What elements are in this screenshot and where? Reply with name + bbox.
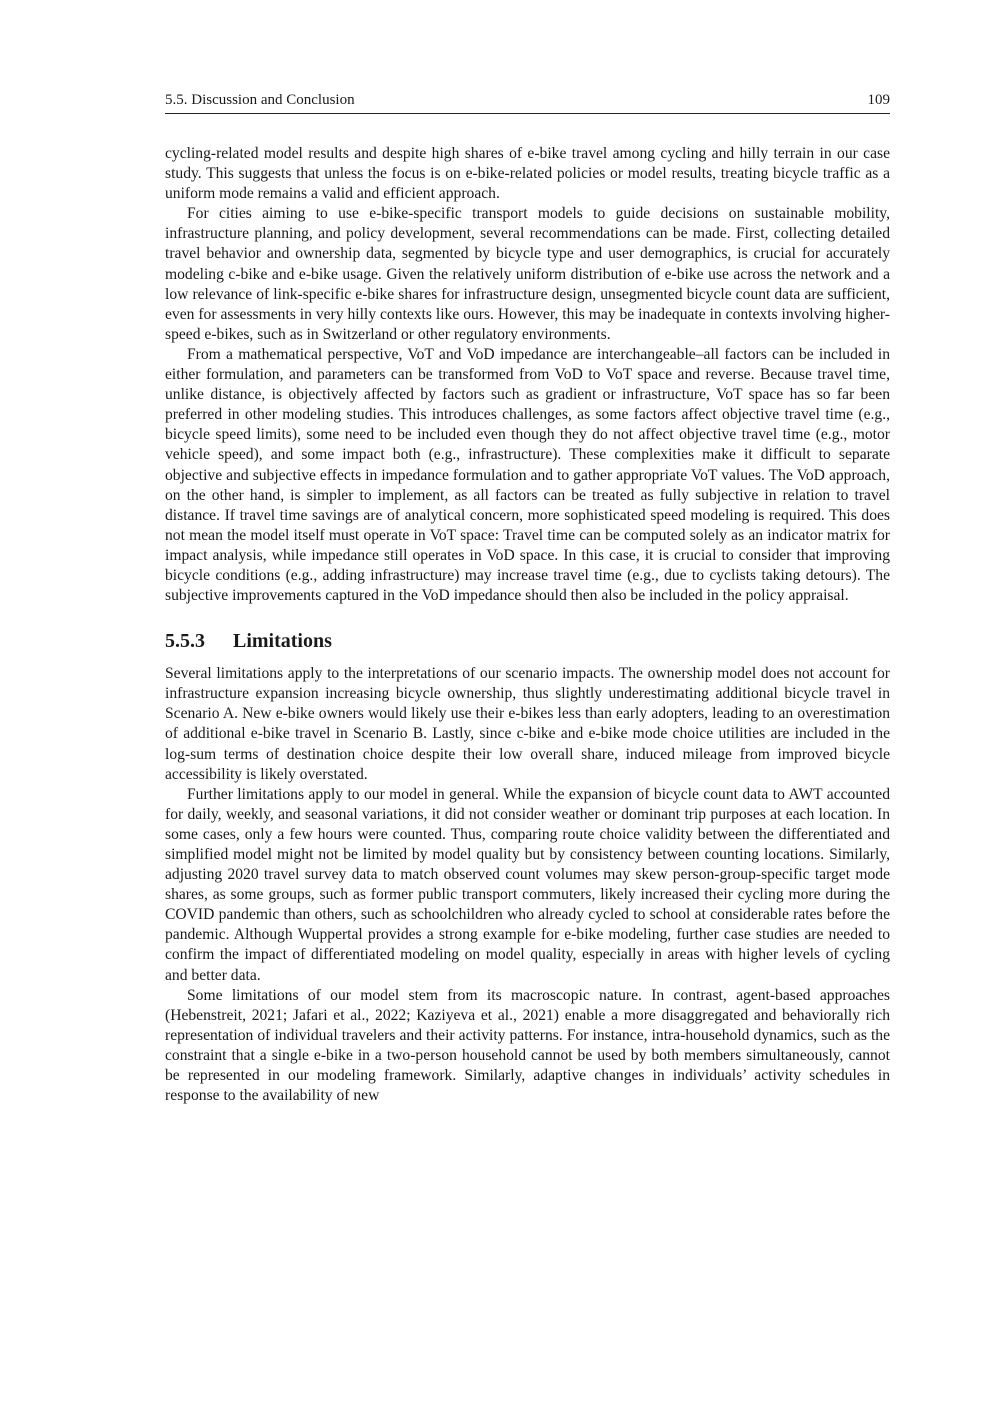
section-number: 5.5.3 [165,630,205,653]
paragraph: Several limitations apply to the interpretations of our scenario impacts. The ownership model does not account for infrastructure expansion increasing bicycle ownership, thus slightly underestimating additional bicycle travel in Scenario A. New e-bike owners would likely use their e-bikes less than early adopters, leading to an overestimation of additional e-bike travel in Scenario B. Lastly, since c-bike and e-bike mode choice utilities are included in the log-sum terms of destination choice despite their low overall share, induced mileage from improved bicycle accessibility is likely overstated. [165,665,890,783]
paragraph: cycling-related model results and despite high shares of e-bike travel among cycling and hilly terrain in our case study. This suggests that unless the focus is on e-bike-related policies or model results, treating bicycle traffic as a uniform mode remains a valid and efficient approach. [165,145,890,203]
paragraph: Some limitations of our model stem from its macroscopic nature. In contrast, agent-based approaches (Hebenstreit, 2021; Jafari et al., 2022; Kaziyeva et al., 2021) enable a more disaggregated and behaviorally rich representation of individual travelers and their activity patterns. For instance, intra-household dynamics, such as the constraint that a single e-bike in a two-person household cannot be used by both members simultaneously, cannot be represented in our modeling framework. Similarly, adaptive changes in individuals’ activity schedules in response to the availability of new [165,986,890,1105]
paragraph: For cities aiming to use e-bike-specific transport models to guide decisions on sustainable mobility, infrastructure planning, and policy development, several recommendations can be made. First, collecting detailed travel behavior and ownership data, segmented by bicycle type and user demographics, is crucial for accurately modeling c-bike and e-bike usage. Given the relatively uniform distribution of e-bike use across the network and a low relevance of link-specific e-bike shares for infrastructure design, unsegmented bicycle count data are sufficient, even for assessments in very hilly contexts like ours. However, this may be inadequate in contexts involving higher-speed e-bikes, such as in Switzerland or other regulatory environments. [165,205,890,343]
paragraph: From a mathematical perspective, VoT and VoD impedance are interchangeable–all factors can be included in either formulation, and parameters can be transformed from VoD to VoT space and reverse. Because travel time, unlike distance, is objectively affected by factors such as gradient or infrastructure, VoT space has so far been preferred in other modeling studies. This introduces challenges, as some factors affect objective travel time (e.g., bicycle speed limits), some need to be included even though they do not affect objective travel time (e.g., motor vehicle speed), and some impact both (e.g., infrastructure). These complexities make it difficult to separate objective and subjective effects in impedance formulation and to gather appropriate VoT values. The VoD approach, on the other hand, is simpler to implement, as all factors can be treated as fully subjective in relation to travel distance. If travel time savings are of analytical concern, more sophisticated speed modeling is required. This does not mean the model itself must operate in VoT space: Travel time can be computed solely as an indicator matrix for impact analysis, while impedance still operates in VoD space. In this case, it is crucial to consider that improving bicycle conditions (e.g., adding infrastructure) may increase travel time (e.g., due to cyclists taking detours). The subjective improvements captured in the VoD impedance should then also be included in the policy appraisal. [165,345,890,605]
section-title: Limitations [233,630,332,653]
page-header [165,91,890,114]
page-number: 109 [867,92,890,108]
section-heading [165,628,890,654]
body-text [165,144,890,1106]
running-title: 5.5. Discussion and Conclusion [165,92,355,108]
paragraph: Further limitations apply to our model in general. While the expansion of bicycle count data to AWT accounted for daily, weekly, and seasonal variations, it did not consider weather or dominant trip purposes at each location. In some cases, only a few hours were counted. Thus, comparing route choice validity between the differentiated and simplified model might not be limited by model quality but by consistency between counting locations. Similarly, adjusting 2020 travel survey data to match observed count volumes may skew person-group-specific target mode shares, as some groups, such as former public transport commuters, likely increased their cycling more during the COVID pandemic than others, such as schoolchildren who already cycled to school at considerable rates before the pandemic. Although Wuppertal provides a strong example for e-bike modeling, further case studies are needed to confirm the impact of differentiated modeling on model quality, especially in areas with higher levels of cycling and better data. [165,785,890,984]
